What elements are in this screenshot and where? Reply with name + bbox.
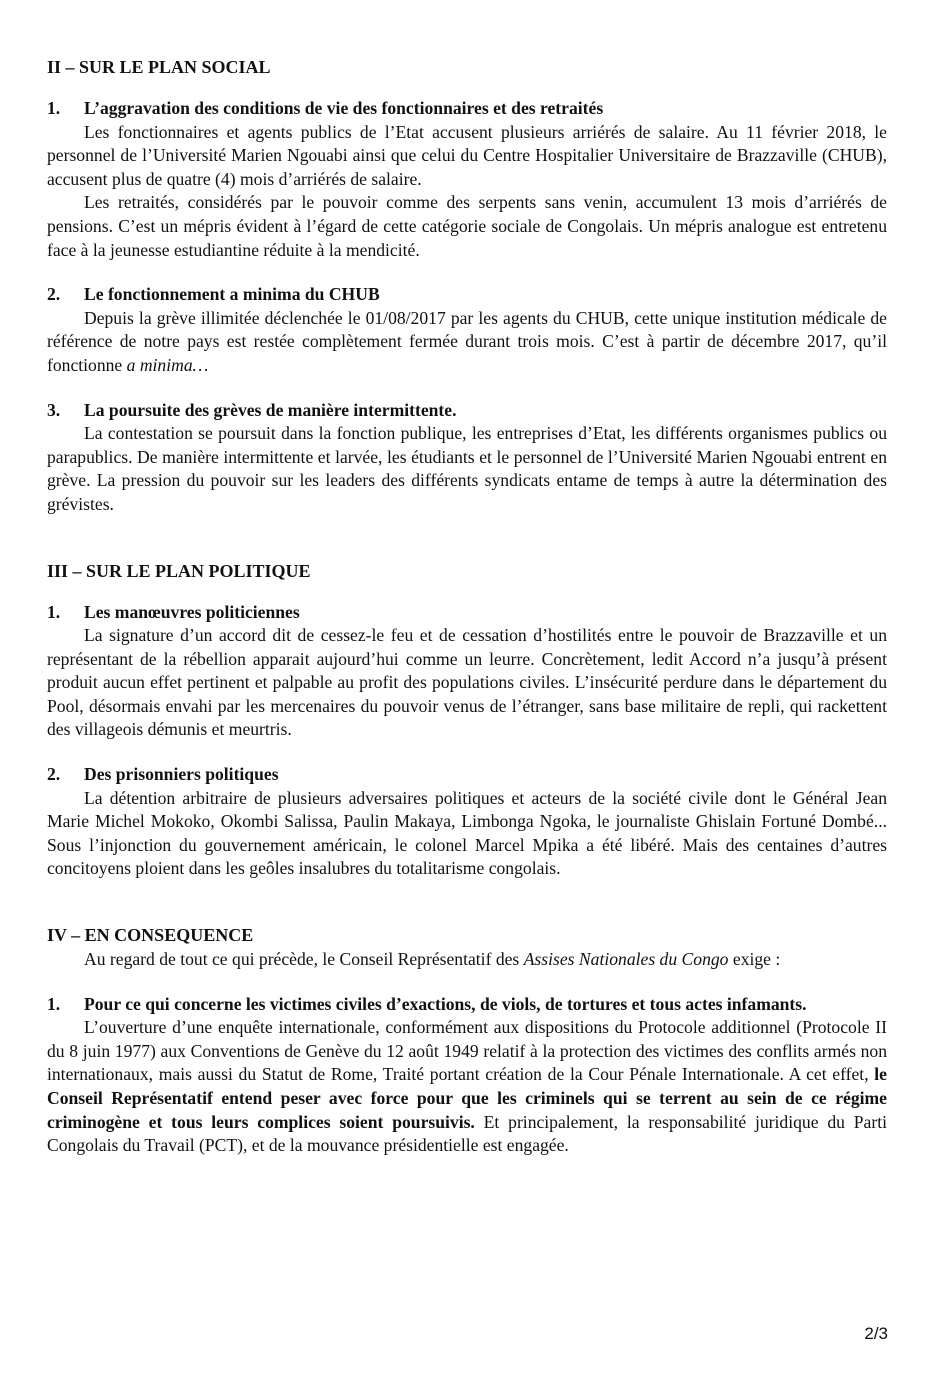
- heading-item-3-social: [47, 399, 887, 423]
- item-number: 3.: [47, 399, 61, 420]
- paragraph: [47, 307, 887, 378]
- paragraph-text: Et principalement, la responsabilité juridique du Parti Congolais du Travail (PCT), et de la mouvance présidentielle est engagée.: [47, 1111, 887, 1156]
- section-title-politique: III – SUR LE PLAN POLITIQUE: [47, 560, 311, 581]
- document-page: [47, 56, 887, 1158]
- heading-item-2-social: [47, 283, 887, 307]
- item-number: 2.: [47, 284, 61, 305]
- item-number: 1.: [47, 601, 61, 622]
- bold-text: le Conseil Représentatif entend peser avec force pour que les criminels qui se terrent au sein de ce régime criminogène et tous leurs complices soient poursuivis.: [47, 1064, 887, 1132]
- item-number: 1.: [47, 98, 61, 118]
- paragraph: [47, 1016, 887, 1158]
- item-title: Le fonctionnement a minima du CHUB: [84, 284, 380, 305]
- heading-item-1-politique: [47, 601, 887, 625]
- paragraph-intro: [47, 948, 887, 972]
- item-title: Des prisonniers politiques: [84, 764, 279, 785]
- item-title: La poursuite des grèves de manière intermittente.: [84, 399, 457, 420]
- heading-item-1-social: [47, 97, 887, 121]
- item-number: 1.: [47, 993, 61, 1014]
- item-title: Pour ce qui concerne les victimes civiles d’exactions, de viols, de tortures et tous actes infamants.: [84, 993, 807, 1014]
- italic-text: a minima…: [126, 354, 209, 375]
- section-title-social: II – SUR LE PLAN SOCIAL: [47, 57, 271, 77]
- item-title: Les manœuvres politiciennes: [84, 601, 300, 622]
- paragraph: Les retraités, considérés par le pouvoir comme des serpents sans venin, accumulent 13 mois d’arriérés de pensions. C’est un mépris évident à l’égard de cette catégorie sociale de Congolais. Un mépris analogue est entretenu face à la jeunesse estudiantine réduite à la mendicité.: [47, 192, 887, 260]
- paragraph: La contestation se poursuit dans la fonction publique, les entreprises d’Etat, les différents organismes publics ou parapublics. De manière intermittente et larvée, les étudiants et le personnel de l’Université Marien Ngouabi entrent en grève. La pression du pouvoir sur les leaders des différents syndicats entame de temps à autre la détermination des grévistes.: [47, 423, 887, 514]
- paragraph-text: exige :: [728, 949, 781, 970]
- item-number: 2.: [47, 764, 61, 785]
- paragraph: La signature d’un accord dit de cessez-le feu et de cessation d’hostilités entre le pouvoir de Brazzaville et un représentant de la rébellion apparait aujourd’hui comme un leurre. Concrètement, ledit Accord n’a jusqu’à présent produit aucun effet pertinent et palpable au profit des populations civiles. L’insécurité perdure dans le département du Pool, désormais envahi par les mercenaires du pouvoir venus de l’étranger, sans base militaire de repli, qui rackettent des villageois démunis et meurtris.: [47, 625, 887, 740]
- paragraph: La détention arbitraire de plusieurs adversaires politiques et acteurs de la société civile dont le Général Jean Marie Michel Mokoko, Okombi Salissa, Paulin Makaya, Limbonga Ngoka, le journaliste Ghislain Fortuné Dombé... Sous l’injonction du gouvernement américain, le colonel Marcel Mpika a été libéré. Mais des centaines d’autres concitoyens ploient dans les geôles insalubres du totalitarisme congolais.: [47, 787, 887, 879]
- item-title: L’aggravation des conditions de vie des fonctionnaires et des retraités: [84, 98, 604, 118]
- heading-item-1-consequence: [47, 993, 887, 1017]
- paragraph: Les fonctionnaires et agents publics de l’Etat accusent plusieurs arriérés de salaire. Au 11 février 2018, le personnel de l’Université Marien Ngouabi ainsi que celui du Centre Hospitalier Universitaire de Brazzaville (CHUB), accusent plus de quatre (4) mois d’arriérés de salaire.: [47, 121, 887, 189]
- paragraph-text: Depuis la grève illimitée déclenchée le 01/08/2017 par les agents du CHUB, cette unique institution médicale de référence de notre pays est restée complètement fermée durant trois mois. C’est à partir de décembre 2017, qu’il fonctionne: [47, 307, 887, 375]
- page-number: 2/3: [864, 1324, 888, 1343]
- section-title-consequence: IV – EN CONSEQUENCE: [47, 925, 254, 946]
- italic-text: Assises Nationales du Congo: [523, 949, 729, 970]
- heading-item-2-politique: [47, 763, 887, 787]
- paragraph-text: Au regard de tout ce qui précède, le Conseil Représentatif des: [84, 949, 524, 970]
- paragraph-text: L’ouverture d’une enquête internationale, conformément aux dispositions du Protocole additionnel (Protocole II du 8 juin 1977) aux Conventions de Genève du 12 août 1949 relatif à la protection des victimes des conflits armés non internationaux, mais aussi du Statut de Rome, Traité portant création de la Cour Pénale Internationale. A cet effet,: [47, 1017, 887, 1085]
